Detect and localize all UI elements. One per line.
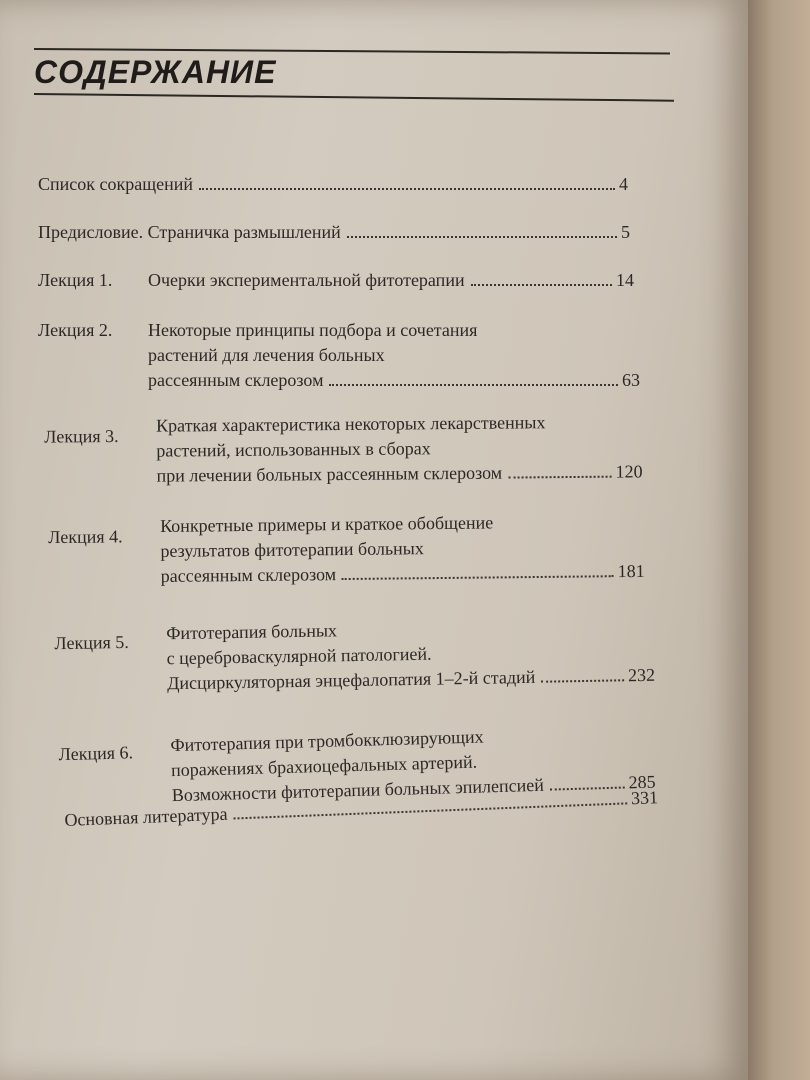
leader-dots xyxy=(541,678,624,682)
leader-dots xyxy=(329,383,618,386)
page-edge-shadow xyxy=(748,0,810,1080)
lecture-number: Лекция 4. xyxy=(48,526,123,548)
toc-entry-title: Предисловие. Страничка размышлений xyxy=(38,222,341,242)
leader-dots xyxy=(199,187,615,190)
toc-entry-title-line: Фитотерапия больных xyxy=(166,620,338,644)
page-title: СОДЕРЖАНИЕ xyxy=(34,54,277,90)
toc-page-number: 5 xyxy=(621,222,630,242)
toc-page-number: 331 xyxy=(630,787,659,809)
lecture-number: Лекция 5. xyxy=(54,631,129,654)
toc-entry-title-line: растений, использованных в сборах xyxy=(156,438,431,461)
lecture-number: Лекция 6. xyxy=(58,742,134,765)
toc-entry-title-line: Фитотерапия при тромбокклюзирующих xyxy=(170,726,484,756)
toc-page-number: 285 xyxy=(628,771,656,793)
toc-entry-title-line: рассеянным склерозом xyxy=(148,370,324,390)
leader-dots xyxy=(342,574,614,580)
toc-page-number: 181 xyxy=(617,560,645,582)
leader-dots xyxy=(508,475,611,479)
lecture-number: Лекция 1. xyxy=(38,270,113,290)
toc-entry-title-line: результатов фитотерапии больных xyxy=(160,538,424,561)
toc-entry-title: Список сокращений xyxy=(38,174,193,194)
toc-entry-abbreviations xyxy=(38,172,628,197)
leader-dots xyxy=(347,235,617,238)
lecture-number: Лекция 2. xyxy=(38,320,113,340)
toc-entry-title: Очерки экспериментальной фитотерапии xyxy=(148,270,465,290)
toc-page-number: 14 xyxy=(616,270,634,290)
toc-page-number: 63 xyxy=(622,370,640,390)
toc-entry-title-line: с цереброваскулярной патологией. xyxy=(166,643,432,669)
toc-entry-title: Основная литература xyxy=(64,803,228,830)
toc-entry-title-line: поражениях брахиоцефальных артерий. xyxy=(170,751,478,781)
toc-page-number: 120 xyxy=(615,461,643,482)
toc-entry-title-line: Возможности фитотерапии больных эпилепсией xyxy=(171,774,545,806)
toc-page-number: 4 xyxy=(619,174,628,194)
toc-entry-title-line: Краткая характеристика некоторых лекарственных xyxy=(156,412,546,436)
toc-entry-title-line: Конкретные примеры и краткое обобщение xyxy=(160,512,494,536)
toc-entry-title-line: рассеянным склерозом xyxy=(160,564,337,586)
lecture-number: Лекция 3. xyxy=(44,425,119,447)
toc-entry-title-line: Некоторые принципы подбора и сочетания xyxy=(148,320,478,340)
toc-entry-preface xyxy=(38,220,630,245)
toc-entry-title-line: при лечении больных рассеянным склерозом xyxy=(156,462,503,486)
toc-entry-title-line: Дисциркуляторная энцефалопатия 1–2-й стадий xyxy=(166,666,536,694)
toc-page-number: 232 xyxy=(627,664,656,686)
leader-dots xyxy=(471,283,612,286)
toc-entry-title-line: растений для лечения больных xyxy=(148,345,385,365)
